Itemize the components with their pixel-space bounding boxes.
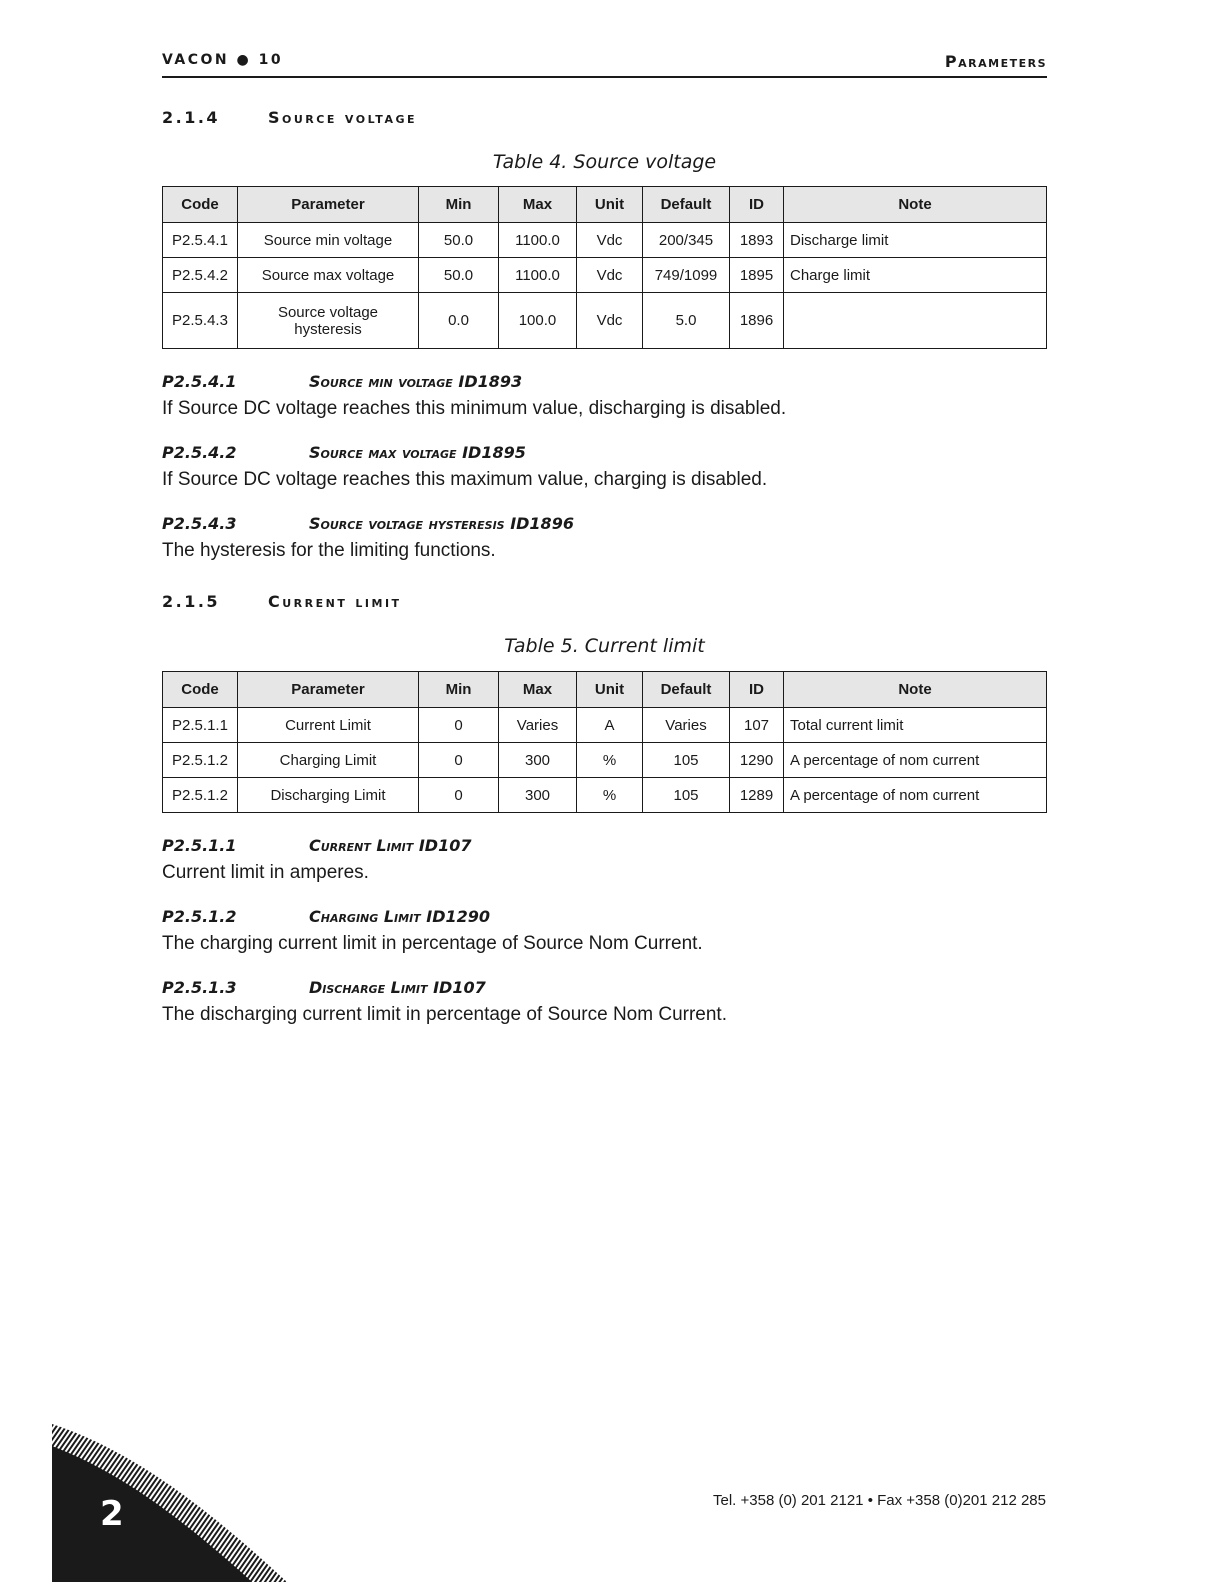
- cell-id: 1290: [730, 743, 784, 778]
- section-heading-source-voltage: [162, 108, 417, 127]
- cell-code: P2.5.4.1: [163, 223, 238, 258]
- cell-parameter: Source max voltage: [238, 258, 419, 293]
- cell-note: A percentage of nom current: [784, 778, 1047, 813]
- cell-id: 1289: [730, 778, 784, 813]
- column-header: Min: [419, 187, 499, 223]
- param-description: Current limit in amperes.: [162, 862, 369, 883]
- cell-min: 50.0: [419, 258, 499, 293]
- cell-note: Total current limit: [784, 708, 1047, 743]
- source-voltage-table: [162, 186, 1047, 349]
- cell-max: 300: [499, 778, 577, 813]
- param-title: P2.5.4.1 Source min voltage ID1893: [162, 372, 523, 391]
- cell-parameter: Discharging Limit: [238, 778, 419, 813]
- cell-default: 5.0: [643, 293, 730, 349]
- param-title: P2.5.1.2 Charging Limit ID1290: [162, 907, 491, 926]
- page-header: [162, 48, 1047, 78]
- param-title: P2.5.1.1 Current Limit ID107: [162, 836, 472, 855]
- column-header: Parameter: [238, 187, 419, 223]
- table-header-row: [163, 187, 1047, 223]
- column-header: ID: [730, 187, 784, 223]
- cell-min: 50.0: [419, 223, 499, 258]
- cell-note: Discharge limit: [784, 223, 1047, 258]
- column-header: Max: [499, 672, 577, 708]
- cell-min: 0: [419, 778, 499, 813]
- cell-default: 749/1099: [643, 258, 730, 293]
- param-title: P2.5.1.3 Discharge Limit ID107: [162, 978, 486, 997]
- table-row: [163, 708, 1047, 743]
- cell-default: Varies: [643, 708, 730, 743]
- cell-id: 1893: [730, 223, 784, 258]
- cell-unit: Vdc: [577, 258, 643, 293]
- cell-id: 107: [730, 708, 784, 743]
- cell-unit: A: [577, 708, 643, 743]
- cell-max: Varies: [499, 708, 577, 743]
- table-row: [163, 223, 1047, 258]
- cell-note: A percentage of nom current: [784, 743, 1047, 778]
- param-description: The charging current limit in percentage of Source Nom Current.: [162, 933, 703, 954]
- table-row: [163, 743, 1047, 778]
- section-title: Current limit: [268, 592, 402, 611]
- section-number: 2.1.4: [162, 108, 221, 127]
- table-row: [163, 258, 1047, 293]
- cell-min: 0.0: [419, 293, 499, 349]
- section-title: Source voltage: [268, 108, 417, 127]
- column-header: Min: [419, 672, 499, 708]
- cell-max: 1100.0: [499, 223, 577, 258]
- table-row: [163, 778, 1047, 813]
- current-limit-table: [162, 671, 1047, 813]
- column-header: Note: [784, 187, 1047, 223]
- section-number: 2.1.5: [162, 592, 221, 611]
- cell-unit: Vdc: [577, 293, 643, 349]
- cell-code: P2.5.4.3: [163, 293, 238, 349]
- cell-max: 300: [499, 743, 577, 778]
- column-header: Code: [163, 672, 238, 708]
- table-caption: Table 4. Source voltage: [492, 151, 717, 173]
- column-header: Code: [163, 187, 238, 223]
- param-description: The hysteresis for the limiting functions.: [162, 540, 496, 561]
- column-header: Unit: [577, 187, 643, 223]
- page-number: 2: [100, 1494, 124, 1534]
- param-description: If Source DC voltage reaches this maximum value, charging is disabled.: [162, 469, 768, 490]
- cell-default: 105: [643, 778, 730, 813]
- column-header: Note: [784, 672, 1047, 708]
- cell-note: Charge limit: [784, 258, 1047, 293]
- cell-id: 1896: [730, 293, 784, 349]
- cell-default: 105: [643, 743, 730, 778]
- cell-min: 0: [419, 743, 499, 778]
- corner-swoosh-decoration: [52, 1424, 292, 1582]
- table-caption: Table 5. Current limit: [504, 635, 705, 657]
- cell-code: P2.5.1.2: [163, 743, 238, 778]
- cell-note: [784, 293, 1047, 349]
- param-description: If Source DC voltage reaches this minimum value, discharging is disabled.: [162, 398, 787, 419]
- cell-min: 0: [419, 708, 499, 743]
- cell-parameter: Charging Limit: [238, 743, 419, 778]
- cell-max: 100.0: [499, 293, 577, 349]
- cell-code: P2.5.1.2: [163, 778, 238, 813]
- footer-contact: Tel. +358 (0) 201 2121 • Fax +358 (0)201 212 285: [713, 1492, 1046, 1509]
- cell-default: 200/345: [643, 223, 730, 258]
- column-header: Unit: [577, 672, 643, 708]
- cell-unit: %: [577, 743, 643, 778]
- column-header: Default: [643, 672, 730, 708]
- cell-parameter: Source min voltage: [238, 223, 419, 258]
- param-title: P2.5.4.2 Source max voltage ID1895: [162, 443, 526, 462]
- cell-id: 1895: [730, 258, 784, 293]
- cell-code: P2.5.1.1: [163, 708, 238, 743]
- cell-code: P2.5.4.2: [163, 258, 238, 293]
- cell-parameter: Source voltage hysteresis: [238, 293, 419, 349]
- cell-max: 1100.0: [499, 258, 577, 293]
- header-brand: VACON ● 10: [162, 52, 284, 68]
- header-chapter: Parameters: [944, 52, 1047, 71]
- table-row: [163, 293, 1047, 349]
- param-title: P2.5.4.3 Source voltage hysteresis ID1896: [162, 514, 574, 533]
- column-header: Parameter: [238, 672, 419, 708]
- cell-unit: Vdc: [577, 223, 643, 258]
- table-header-row: [163, 672, 1047, 708]
- column-header: Default: [643, 187, 730, 223]
- param-description: The discharging current limit in percentage of Source Nom Current.: [162, 1004, 727, 1025]
- section-heading-current-limit: [162, 592, 402, 611]
- cell-parameter: Current Limit: [238, 708, 419, 743]
- column-header: ID: [730, 672, 784, 708]
- cell-unit: %: [577, 778, 643, 813]
- column-header: Max: [499, 187, 577, 223]
